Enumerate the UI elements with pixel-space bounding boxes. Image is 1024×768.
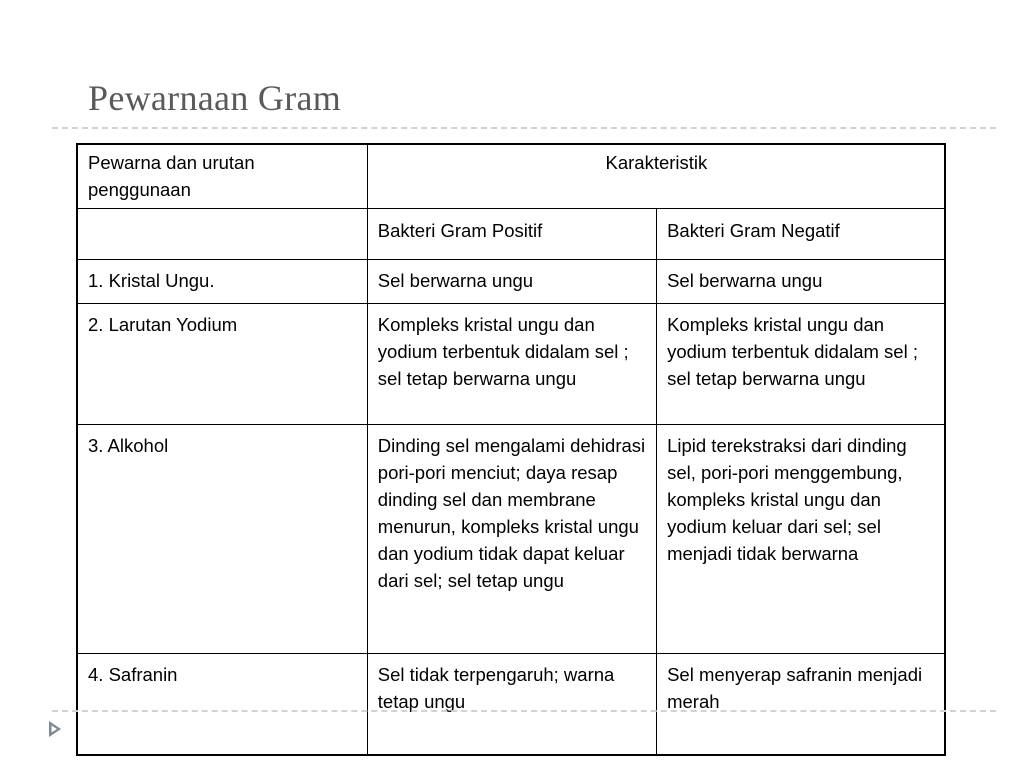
cell-negative: Lipid terekstraksi dari dinding sel, pori-pori menggembung, kompleks kristal ungu dan yodium keluar dari sel; sel menjadi tidak berwarna: [657, 425, 945, 654]
table-row: [77, 425, 945, 654]
subheader-empty-cell: [77, 209, 367, 260]
title-divider: [52, 127, 996, 129]
cell-positive: Dinding sel mengalami dehidrasi pori-pori menciut; daya resap dinding sel dan membrane menurun, kompleks kristal ungu dan yodium tidak dapat keluar dari sel; sel tetap ungu: [367, 425, 656, 654]
subheader-gram-positive: Bakteri Gram Positif: [367, 209, 656, 260]
cell-step: 4. Safranin: [77, 654, 367, 756]
table-row: [77, 260, 945, 304]
gram-stain-table: [76, 143, 946, 756]
cell-positive: Sel tidak terpengaruh; warna tetap ungu: [367, 654, 656, 756]
triangle-arrow-icon: [48, 720, 62, 738]
cell-positive: Kompleks kristal ungu dan yodium terbentuk didalam sel ; sel tetap berwarna ungu: [367, 304, 656, 425]
cell-positive: Sel berwarna ungu: [367, 260, 656, 304]
table-header-row: [77, 144, 945, 209]
cell-negative: Sel berwarna ungu: [657, 260, 945, 304]
footer-divider: [52, 710, 996, 712]
table-subheader-row: [77, 209, 945, 260]
header-stain-order: Pewarna dan urutan penggunaan: [77, 144, 367, 209]
subheader-gram-negative: Bakteri Gram Negatif: [657, 209, 945, 260]
cell-step: 3. Alkohol: [77, 425, 367, 654]
header-characteristics: Karakteristik: [367, 144, 945, 209]
cell-step: 1. Kristal Ungu.: [77, 260, 367, 304]
cell-step: 2. Larutan Yodium: [77, 304, 367, 425]
cell-negative: Sel menyerap safranin menjadi merah: [657, 654, 945, 756]
table-row: [77, 654, 945, 756]
cell-negative: Kompleks kristal ungu dan yodium terbentuk didalam sel ; sel tetap berwarna ungu: [657, 304, 945, 425]
table-row: [77, 304, 945, 425]
slide-title: Pewarnaan Gram: [88, 78, 342, 118]
